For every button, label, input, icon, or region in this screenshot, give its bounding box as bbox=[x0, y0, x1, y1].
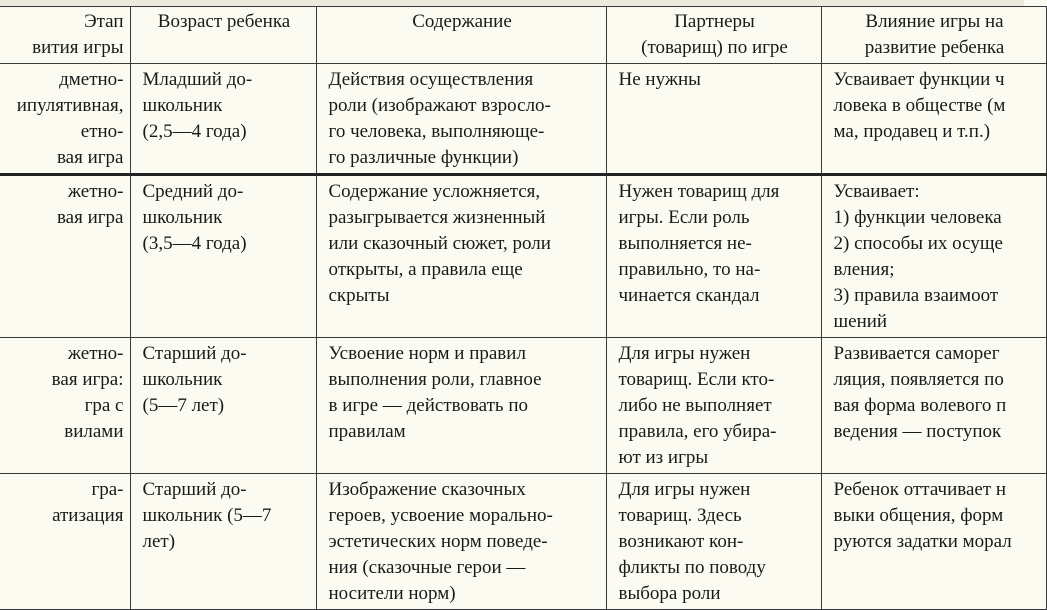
cell-stage: жетно- вая игра bbox=[0, 175, 130, 338]
cell-partners: Для игры нужен товарищ. Здесь возникают кон- фликты по поводу выбора роли bbox=[606, 474, 821, 610]
cell-age: Младший до- школьник (2,5—4 года) bbox=[130, 64, 316, 175]
cell-content: Содержание усложняется, разыгрывается жизненный или сказочный сюжет, роли открыты, а правила еще скрыты bbox=[316, 175, 606, 338]
header-content: Содержание bbox=[316, 7, 606, 64]
table-row bbox=[0, 175, 1046, 338]
cell-influence: Ребенок оттачивает н выки общения, форм руются задатки морал bbox=[821, 474, 1046, 610]
table-row bbox=[0, 64, 1046, 175]
header-age: Возраст ребенка bbox=[130, 7, 316, 64]
table-header-row bbox=[0, 7, 1046, 64]
table-row bbox=[0, 338, 1046, 474]
game-development-table bbox=[0, 6, 1047, 610]
header-influence: Влияние игры на развитие ребенка bbox=[821, 7, 1046, 64]
cell-content: Действия осуществления роли (изображают взросло- го человека, выполняюще- го различные функции) bbox=[316, 64, 606, 175]
header-partners: Партнеры (товарищ) по игре bbox=[606, 7, 821, 64]
cell-partners: Не нужны bbox=[606, 64, 821, 175]
table-row bbox=[0, 474, 1046, 610]
cell-stage: жетно- вая игра: гра с вилами bbox=[0, 338, 130, 474]
cell-influence: Усваивает функции ч ловека в обществе (м ма, продавец и т.п.) bbox=[821, 64, 1046, 175]
cell-content: Изображение сказочных героев, усвоение морально- эстетических норм поведе- ния (сказочные герои — носители норм) bbox=[316, 474, 606, 610]
cell-age: Старший до- школьник (5—7 лет) bbox=[130, 338, 316, 474]
header-stage: Этап вития игры bbox=[0, 7, 130, 64]
cell-age: Старший до- школьник (5—7 лет) bbox=[130, 474, 316, 610]
cell-influence: Развивается саморег ляция, появляется по вая форма волевого п ведения — поступок bbox=[821, 338, 1046, 474]
cell-stage: дметно- ипулятивная, етно- вая игра bbox=[0, 64, 130, 175]
cell-age: Средний до- школьник (3,5—4 года) bbox=[130, 175, 316, 338]
cell-stage: гра- атизация bbox=[0, 474, 130, 610]
cell-partners: Нужен товарищ для игры. Если роль выполняется не- правильно, то на- чинается скандал bbox=[606, 175, 821, 338]
cell-partners: Для игры нужен товарищ. Если кто- либо не выполняет правила, его убира- ют из игры bbox=[606, 338, 821, 474]
cell-content: Усвоение норм и правил выполнения роли, главное в игре — действовать по правилам bbox=[316, 338, 606, 474]
cell-influence: Усваивает: 1) функции человека 2) способы их осуще вления; 3) правила взаимоот шений bbox=[821, 175, 1046, 338]
